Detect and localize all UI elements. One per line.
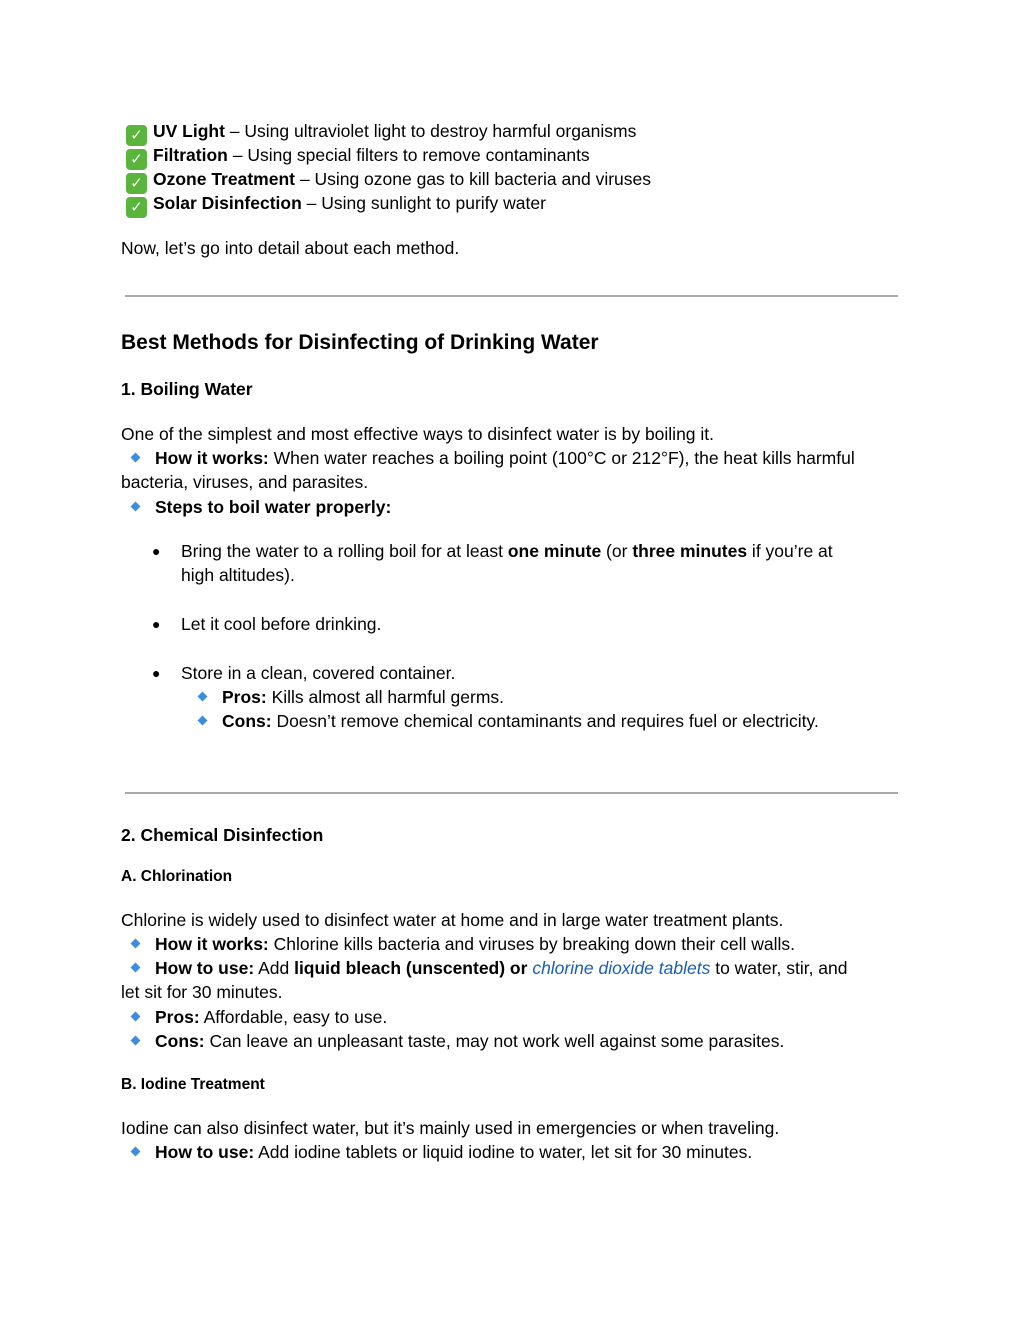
chlorination-intro: Chlorine is widely used to disinfect water at home and in large water treatment plants. xyxy=(121,910,784,930)
boiling-cons: Cons: Doesn’t remove chemical contaminants and requires fuel or electricity. xyxy=(188,709,819,733)
check-mark-icon: ✓ xyxy=(126,125,147,146)
intro-next-paragraph: Now, let’s go into detail about each method. xyxy=(121,238,460,258)
diamond-icon xyxy=(198,692,208,702)
chlorination-how-to-use: How to use: Add liquid bleach (unscented) or chlorine dioxide tablets to water, stir, and xyxy=(121,956,848,980)
diamond-icon xyxy=(131,1012,141,1022)
bullet-icon: ● xyxy=(152,543,161,559)
chlorination-how-to-use-continued: let sit for 30 minutes. xyxy=(121,982,283,1002)
diamond-icon xyxy=(131,1147,141,1157)
check-item-ozone: ✓ Ozone Treatment – Using ozone gas to kill bacteria and viruses xyxy=(126,167,651,194)
chlorination-cons: Cons: Can leave an unpleasant taste, may not work well against some parasites. xyxy=(121,1029,784,1053)
diamond-icon xyxy=(131,1036,141,1046)
section-title: Best Methods for Disinfecting of Drinking Water xyxy=(121,331,599,354)
check-mark-icon: ✓ xyxy=(126,197,147,218)
horizontal-rule xyxy=(125,792,898,794)
boiling-heading: 1. Boiling Water xyxy=(121,379,253,399)
check-mark-icon: ✓ xyxy=(126,149,147,170)
step-3: Store in a clean, covered container. xyxy=(181,663,456,683)
diamond-icon xyxy=(131,963,141,973)
check-item-solar: ✓ Solar Disinfection – Using sunlight to purify water xyxy=(126,191,546,218)
boiling-how-it-works: How it works: When water reaches a boiling point (100°C or 212°F), the heat kills harmful xyxy=(121,446,855,470)
bullet-icon: ● xyxy=(152,616,161,632)
boiling-steps-label: Steps to boil water properly: xyxy=(121,495,391,519)
boiling-intro: One of the simplest and most effective ways to disinfect water is by boiling it. xyxy=(121,424,715,444)
chlorination-heading: A. Chlorination xyxy=(121,868,233,885)
diamond-icon xyxy=(131,939,141,949)
check-item-uv: ✓ UV Light – Using ultraviolet light to destroy harmful organisms xyxy=(126,119,636,146)
diamond-icon xyxy=(131,502,141,512)
chlorination-pros: Pros: Affordable, easy to use. xyxy=(121,1005,387,1029)
step-1-continued: high altitudes). xyxy=(181,565,295,585)
chlorine-dioxide-tablets-link[interactable]: chlorine dioxide tablets xyxy=(532,958,711,978)
chemical-heading: 2. Chemical Disinfection xyxy=(121,825,324,845)
step-2: Let it cool before drinking. xyxy=(181,614,382,634)
chlorination-how-it-works: How it works: Chlorine kills bacteria and viruses by breaking down their cell walls. xyxy=(121,932,795,956)
step-1: Bring the water to a rolling boil for at least one minute (or three minutes if you’re at xyxy=(181,541,833,561)
check-mark-icon: ✓ xyxy=(126,173,147,194)
boiling-pros: Pros: Kills almost all harmful germs. xyxy=(188,685,504,709)
boiling-how-it-works-continued: bacteria, viruses, and parasites. xyxy=(121,472,369,492)
iodine-how-to-use: How to use: Add iodine tablets or liquid iodine to water, let sit for 30 minutes. xyxy=(121,1140,752,1164)
iodine-heading: B. Iodine Treatment xyxy=(121,1076,265,1093)
bullet-icon: ● xyxy=(152,665,161,681)
check-item-filtration: ✓ Filtration – Using special filters to remove contaminants xyxy=(126,143,590,170)
horizontal-rule xyxy=(125,295,898,297)
diamond-icon xyxy=(198,716,208,726)
iodine-intro: Iodine can also disinfect water, but it’s mainly used in emergencies or when traveling. xyxy=(121,1118,780,1138)
diamond-icon xyxy=(131,453,141,463)
